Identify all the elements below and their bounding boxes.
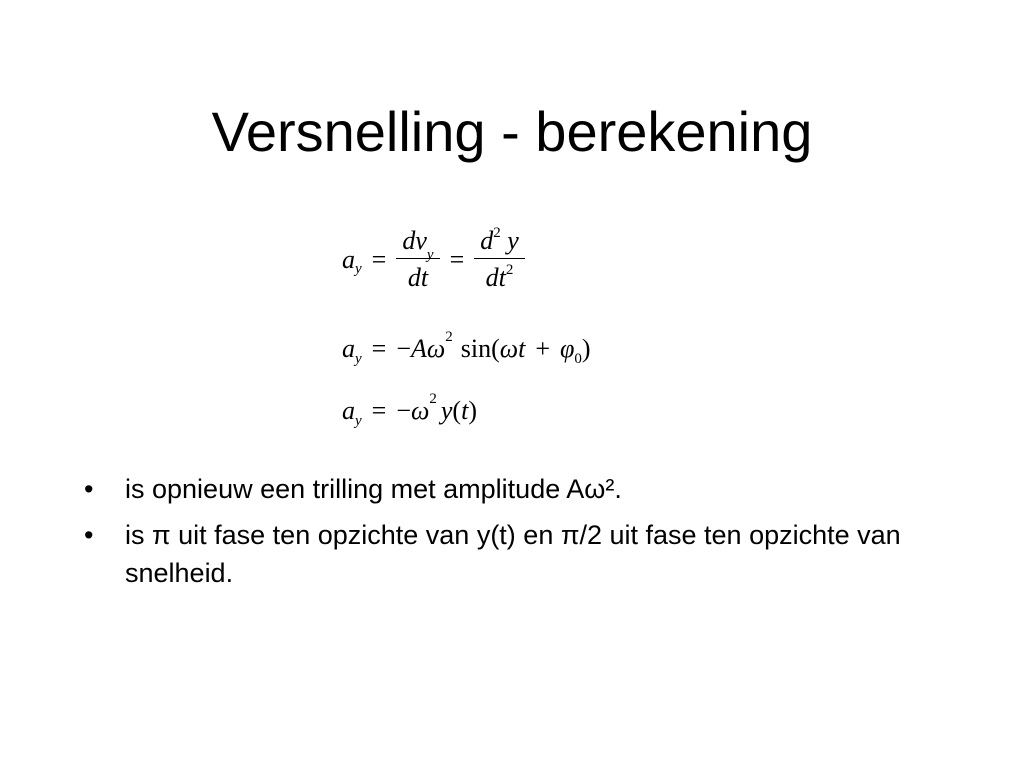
eq3-omega-sup: 2 <box>429 390 437 407</box>
bullet-list <box>84 470 944 600</box>
eq1-frac2-num-var: d <box>480 226 494 255</box>
eq1-frac1-num-sub: y <box>426 247 434 263</box>
eq1-fraction-dv-dt <box>396 226 439 293</box>
eq1-frac2-num-var2: y <box>507 226 519 255</box>
eq2-minus: − <box>396 334 412 363</box>
eq3-y: y <box>440 396 453 425</box>
eq3-omega: ω <box>411 396 430 425</box>
eq2-omega-2: ω <box>499 334 519 363</box>
eq2-plus: + <box>535 334 551 363</box>
eq1-fraction-d2y-dt2 <box>474 226 525 293</box>
equation-acceleration-derivative <box>342 226 525 293</box>
eq2-lhs-var: a <box>342 334 355 363</box>
eq1-equals-1: = <box>371 244 387 274</box>
eq3-lhs-var: a <box>342 396 355 425</box>
eq1-frac2-den-sup: 2 <box>505 262 514 278</box>
eq3-t: t <box>461 396 469 425</box>
eq1-frac1-numerator <box>396 226 439 263</box>
eq1-equals-2: = <box>449 244 465 274</box>
eq2-sin-func: sin( <box>460 334 500 363</box>
equation-acceleration-displacement <box>342 390 477 429</box>
eq3-minus: − <box>396 396 412 425</box>
eq1-frac2-denominator <box>480 259 520 293</box>
eq2-omega-sup: 2 <box>445 328 453 345</box>
eq1-frac2-den-var: dt <box>485 263 506 292</box>
eq2-close-paren: ) <box>581 334 591 363</box>
eq1-frac2-num-sup: 2 <box>493 225 501 241</box>
eq1-frac1-denominator: dt <box>407 263 429 292</box>
eq3-equals: = <box>371 396 387 425</box>
bullet-text: is opnieuw een trilling met amplitude Aω². <box>125 474 622 504</box>
eq1-lhs-sub: y <box>355 261 362 277</box>
slide-title: Versnelling - berekening <box>211 100 813 163</box>
eq1-frac1-num-var: dv <box>402 226 427 255</box>
eq3-open-paren: ( <box>452 396 462 425</box>
bullet-item <box>84 516 944 592</box>
eq2-equals: = <box>371 334 387 363</box>
bullet-text: is π uit fase ten opzichte van y(t) en π/2 uit fase ten opzichte van snelheid. <box>125 520 901 588</box>
bullet-marker: • <box>84 474 94 504</box>
eq2-t: t <box>518 334 526 363</box>
eq2-lhs-sub: y <box>355 350 362 367</box>
eq3-lhs-sub: y <box>355 412 362 429</box>
eq3-close-paren: ) <box>468 396 477 425</box>
eq2-omega: ω <box>426 334 446 363</box>
eq1-lhs-var: a <box>342 244 355 274</box>
eq2-amplitude: A <box>411 334 427 363</box>
bullet-item <box>84 470 944 508</box>
eq1-frac2-numerator <box>474 226 525 258</box>
eq2-phi: φ <box>560 334 575 363</box>
equation-acceleration-sine <box>342 328 591 367</box>
eq2-phi-sub: 0 <box>574 350 582 367</box>
bullet-marker: • <box>84 520 94 550</box>
